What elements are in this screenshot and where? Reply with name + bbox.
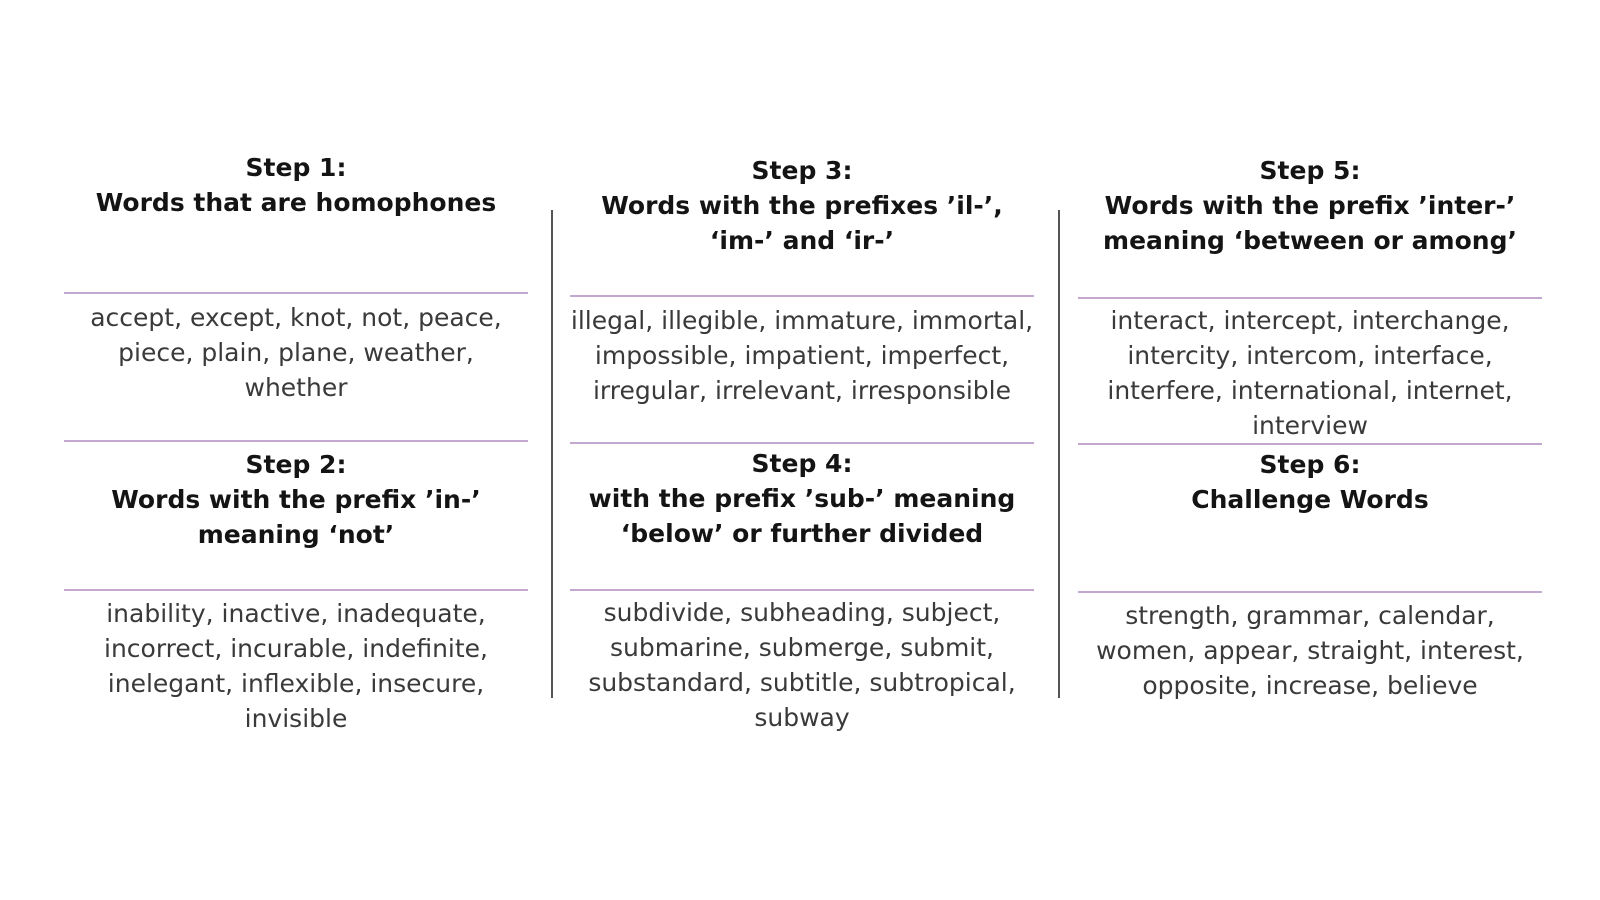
divider-rule [64, 589, 528, 591]
step-6-label: Step 6: [1259, 450, 1361, 479]
column-divider [1058, 210, 1060, 698]
step-4-title: with the prefix ’sub-’ meaning ‘below’ or further divided [588, 484, 1016, 548]
step-5-words: interact, intercept, interchange, intercity, intercom, interface, interfere, international, internet, interview [1107, 306, 1513, 440]
step-1-title: Words that are homophones [95, 188, 497, 217]
step-1-words: accept, except, knot, not, peace, piece, plain, plane, weather, whether [90, 303, 502, 402]
step-1-heading [64, 150, 528, 220]
divider-rule [64, 440, 528, 442]
step-2-title: Words with the prefix ’in-’ meaning ‘not’ [111, 485, 481, 549]
divider-rule [570, 589, 1034, 591]
column-divider [551, 210, 553, 698]
divider-rule [570, 295, 1034, 297]
divider-rule [1078, 297, 1542, 299]
step-3-words: illegal, illegible, immature, immortal, impossible, impatient, imperfect, irregular, irrelevant, irresponsible [570, 306, 1034, 405]
step-2-label: Step 2: [245, 450, 347, 479]
step-3-heading [570, 153, 1034, 258]
divider-rule [64, 292, 528, 294]
step-4-heading [570, 446, 1034, 551]
divider-rule [570, 442, 1034, 444]
step-5-heading [1078, 153, 1542, 258]
step-6-words: strength, grammar, calendar, women, appear, straight, interest, opposite, increase, believe [1096, 601, 1524, 700]
step-1-label: Step 1: [245, 153, 347, 182]
step-5-label: Step 5: [1259, 156, 1361, 185]
step-6-heading [1078, 447, 1542, 517]
step-3-title: Words with the prefixes ’il-’, ‘im-’ and ‘ir-’ [601, 191, 1003, 255]
divider-rule [1078, 443, 1542, 445]
step-3-label: Step 3: [751, 156, 853, 185]
step-6-title: Challenge Words [1191, 485, 1429, 514]
step-2-words: inability, inactive, inadequate, incorrect, incurable, indefinite, inelegant, inflexible, insecure, invisible [104, 599, 488, 733]
step-2-heading [64, 447, 528, 552]
step-4-label: Step 4: [751, 449, 853, 478]
divider-rule [1078, 591, 1542, 593]
step-4-words: subdivide, subheading, subject, submarine, submerge, submit, substandard, subtitle, subtropical, subway [588, 598, 1016, 732]
step-5-title: Words with the prefix ’inter-’ meaning ‘between or among’ [1103, 191, 1517, 255]
